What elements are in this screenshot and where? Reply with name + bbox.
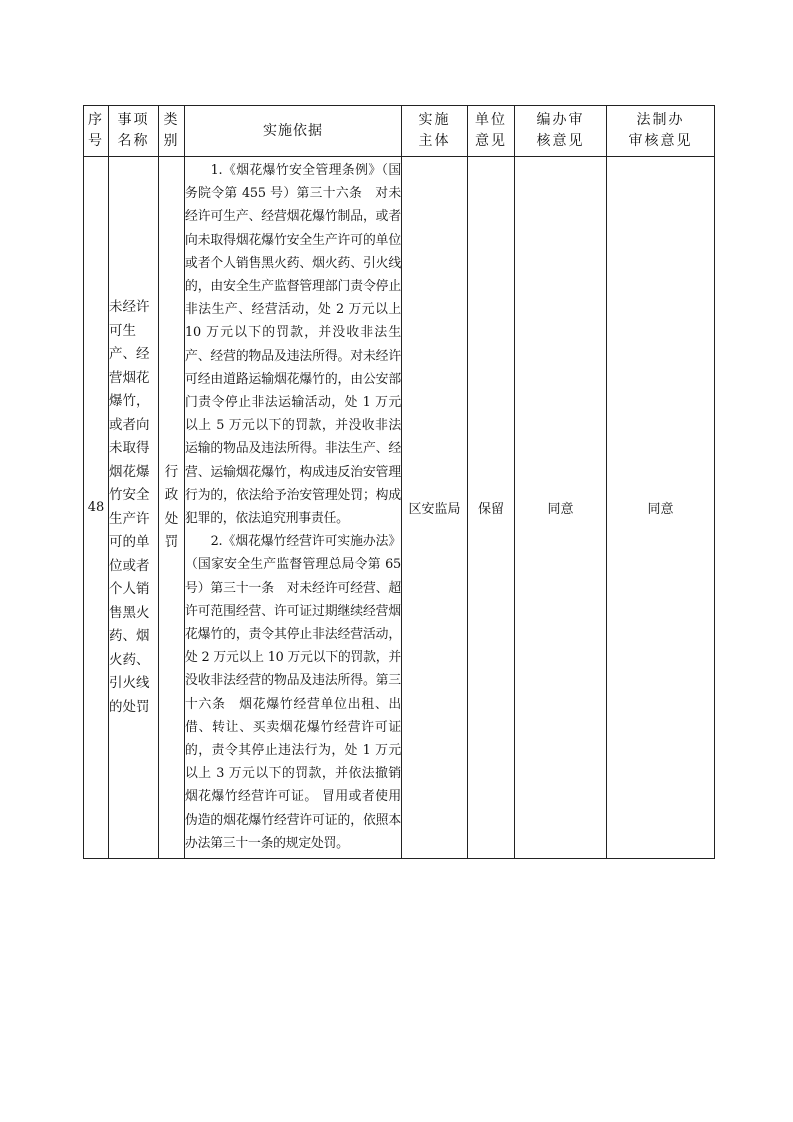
basis-paragraph: 2.《烟花爆竹经营许可实施办法》（国家安全生产监督管理总局令第 65 号）第三十一条 对未经许可经营、超许可范围经营、许可证过期继续经营烟花爆竹的，责令其停止非法经营活动，处 2 万元以上 10 万元以下的罚款，并没收非法经营的物品及违法所得。第三十六条 烟花爆竹经营单位出租、出借、转让、买卖烟花爆竹经营许可证的，责令其停止违法行为，处 1 万元以上 3 万元以下的罚款，并依法撤销烟花爆竹经营许可证。 冒用或者使用伪造的烟花爆竹经营许可证的，依照本办法第三十一条的规定处罚。 [185, 534, 401, 851]
item-name-text: 未经许可生产、经营烟花爆竹，或者向未取得烟花爆竹安全生产许可的单位或者个人销售黑火药、烟火药、引火线的处罚 [109, 299, 150, 715]
header-seq: 序 号 [84, 106, 109, 157]
row-seq: 48 [84, 157, 109, 859]
row-legal-review: 同意 [607, 157, 715, 859]
row-item-name [109, 157, 159, 859]
header-subject: 实施 主体 [402, 106, 468, 157]
header-unit-opinion: 单位 意见 [468, 106, 515, 157]
header-row [84, 106, 715, 157]
table-row [84, 157, 715, 859]
row-type [159, 157, 185, 859]
type-text: 行政处罚 [164, 463, 179, 551]
row-basis [185, 157, 402, 859]
header-legal-review: 法制办 审核意见 [607, 106, 715, 157]
row-subject: 区安监局 [402, 157, 468, 859]
header-type: 类 别 [159, 106, 185, 157]
row-unit-opinion: 保留 [468, 157, 515, 859]
header-staff-review: 编办审 核意见 [515, 106, 607, 157]
header-basis: 实施依据 [185, 106, 402, 157]
row-staff-review: 同意 [515, 157, 607, 859]
basis-paragraph: 1.《烟花爆竹安全管理条例》（国务院令第 455 号）第三十六条 对未经许可生产、经营烟花爆竹制品，或者向未取得烟花爆竹安全生产许可的单位或者个人销售黑火药、烟火药、引火线的，由安全生产监督管理部门责令停止非法生产、经营活动，处 2 万元以上 10 万元以下的罚款，并没收非法生产、经营的物品及违法所得。对未经许可经由道路运输烟花爆竹的，由公安部门责令停止非法运输活动，处 1 万元以上 5 万元以下的罚款，并没收非法运输的物品及违法所得。非法生产、经营、运输烟花爆竹，构成违反治安管理行为的，依法给予治安管理处罚；构成犯罪的，依法追究刑事责任。 [185, 163, 401, 527]
header-item-name: 事项 名称 [109, 106, 159, 157]
item-table [83, 105, 715, 859]
